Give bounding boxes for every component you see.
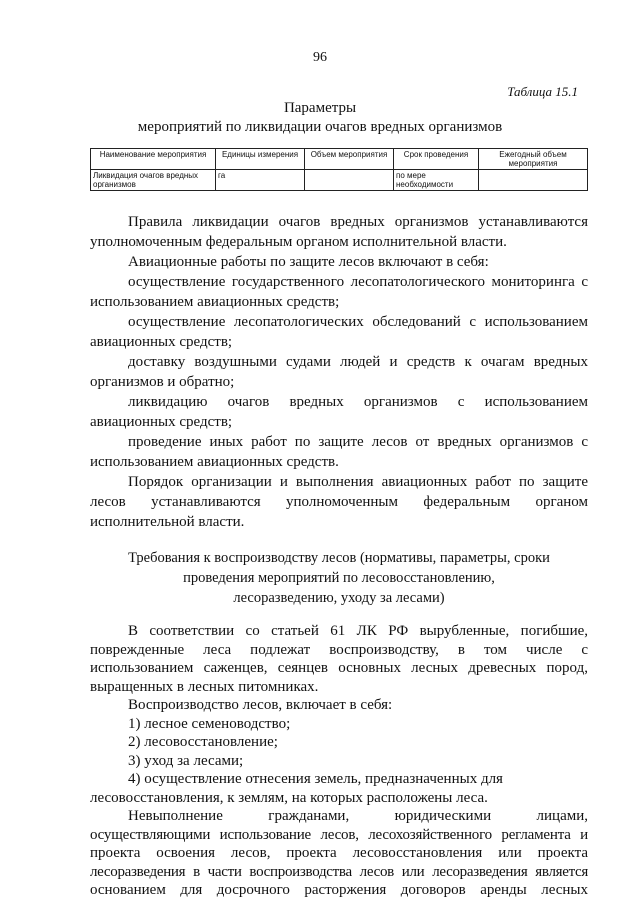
text-line: лесоразведения в части воспроизводства лесов или лесоразведения является <box>90 863 588 880</box>
text-line: Воспроизводство лесов, включает в себя: <box>128 697 393 713</box>
text-line: исполнительной власти. <box>90 514 245 530</box>
text-line: осуществление государственного лесопатологического мониторинга с <box>128 274 588 290</box>
text-line: уполномоченным федеральным органом исполнительной власти. <box>90 234 507 250</box>
section-heading-line-1: Требования к воспроизводству лесов (нормативы, параметры, сроки <box>128 550 550 566</box>
header-cell: Наименование мероприятия <box>91 149 216 170</box>
text-line: поврежденные леса подлежат воспроизводству, в том числе с <box>90 641 588 658</box>
text-line: проекта освоения лесов, проекта лесовосстановления или проекта <box>90 845 588 861</box>
table-title-line-2: мероприятий по ликвидации очагов вредных организмов <box>137 119 503 135</box>
text-line: авиационных средств; <box>90 414 233 430</box>
text-line: 2) лесовосстановление; <box>128 734 278 750</box>
text-line: проведение иных работ по защите лесов от вредных организмов с <box>128 434 588 450</box>
text-line: осуществляющими использование лесов, лесохозяйственного регламента и <box>90 826 588 843</box>
text-line: ликвидацию очагов вредных организмов с использованием <box>128 394 588 410</box>
text-line: организмов и обратно; <box>90 374 235 390</box>
text-line: использованием саженцев, сеянцев основных лесных древесных пород, <box>90 660 588 676</box>
table-caption: Таблица 15.1 <box>507 84 578 99</box>
table-cell: по мере необходимости <box>394 170 479 191</box>
table-header-row <box>91 149 588 170</box>
text-line: 4) осуществление отнесения земель, предназначенных для <box>128 771 503 787</box>
text-line: выращенных в лесных питомниках. <box>90 678 319 695</box>
header-cell: Единицы измерения <box>216 149 305 170</box>
text-line: 3) уход за лесами; <box>128 752 244 769</box>
text-line: использованием авиационных средств. <box>90 454 339 470</box>
text-line: лесов устанавливаются уполномоченным федеральным органом <box>90 494 588 510</box>
text-line: Авиационные работы по защите лесов включают в себя: <box>128 254 489 270</box>
text-line: осуществление лесопатологических обследований с использованием <box>128 314 588 330</box>
header-cell: Срок проведения <box>394 149 479 170</box>
text-line: использованием авиационных средств; <box>90 294 340 310</box>
table-title-line-1: Параметры <box>283 100 357 116</box>
text-line: 1) лесное семеноводство; <box>128 715 291 732</box>
page-number: 96 <box>313 50 327 65</box>
table-cell <box>305 170 394 191</box>
text-line: лесовосстановления, к землям, на которых расположены леса. <box>90 789 488 806</box>
table-cell: Ликвидация очагов вредных организмов <box>91 170 216 191</box>
text-line: доставку воздушными судами людей и средств к очагам вредных <box>128 354 588 370</box>
text-line: авиационных средств; <box>90 334 233 350</box>
text-line: Невыполнение гражданами, юридическими лицами, <box>128 808 588 824</box>
header-cell: Ежегодный объем мероприятия <box>479 149 588 170</box>
header-cell: Объем мероприятия <box>305 149 394 170</box>
text-line: В соответствии со статьей 61 ЛК РФ вырубленные, погибшие, <box>128 623 588 639</box>
parameters-table <box>90 148 588 191</box>
section-heading-line-2: проведения мероприятий по лесовосстановлению, <box>183 570 495 586</box>
text-line: Правила ликвидации очагов вредных организмов устанавливаются <box>128 214 588 230</box>
table-cell: га <box>216 170 305 191</box>
text-line: Порядок организации и выполнения авиационных работ по защите <box>128 474 588 490</box>
text-line: основанием для досрочного расторжения договоров аренды лесных <box>90 882 588 898</box>
table-cell <box>479 170 588 191</box>
section-heading-line-3: лесоразведению, уходу за лесами) <box>233 590 445 606</box>
table-row <box>91 170 588 191</box>
